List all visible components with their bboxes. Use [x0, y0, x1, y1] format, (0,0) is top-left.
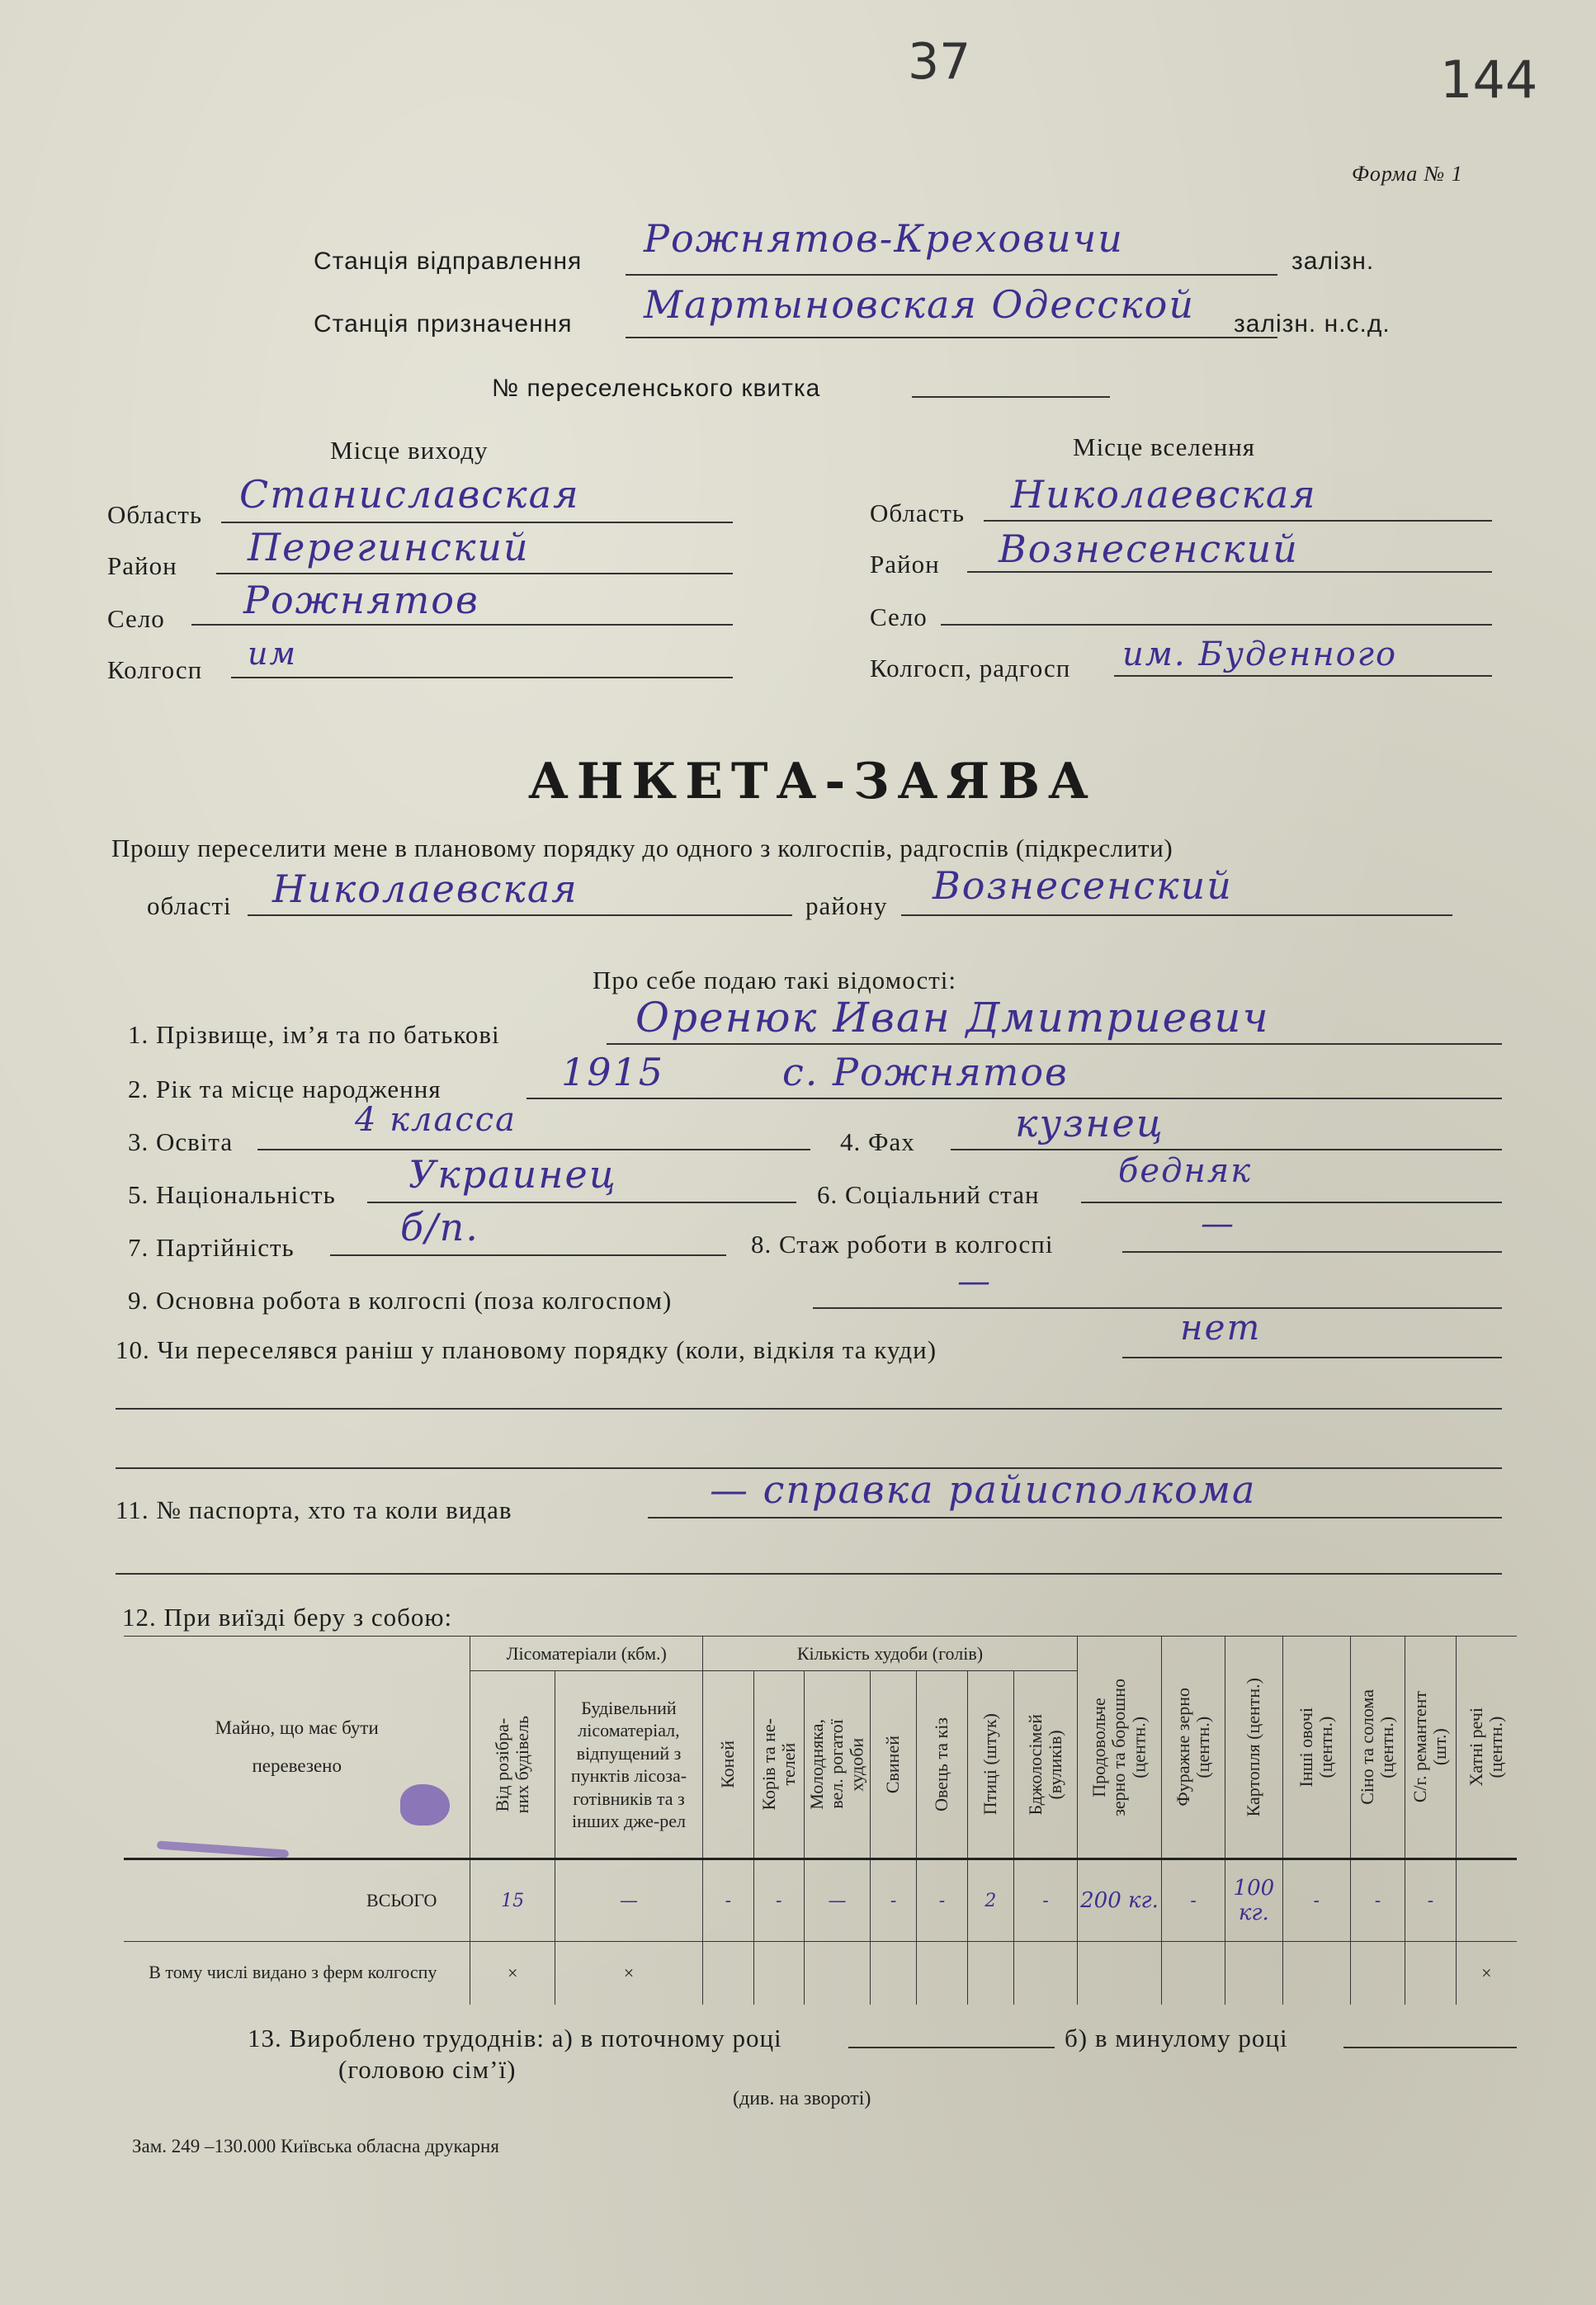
field-13-label: 13. Вироблено трудоднів: а) в поточному році [248, 2024, 782, 2052]
field-10-value: нет [1180, 1307, 1262, 1348]
col-fodder-label: Фуражне зерно (центн.) [1172, 1688, 1214, 1807]
field-4-value: кузнец [1015, 1101, 1164, 1145]
origin-oblast-label: Область [107, 500, 203, 529]
origin-raion-value: Перегинский [248, 525, 530, 569]
farm-cell [1014, 1942, 1078, 2005]
origin-kolhosp-value: им [248, 635, 297, 672]
field-3-label: 3. Освіта [128, 1127, 234, 1156]
farm-cell [917, 1942, 967, 2005]
form-label: Форма № 1 [1352, 162, 1463, 186]
request-oblast-value: Николаевская [272, 867, 578, 911]
col-equipment [1405, 1637, 1456, 1859]
destination-value: Мартыновская Одесской [644, 282, 1195, 327]
field-6-label: 6. Соціальний стан [817, 1180, 1040, 1209]
total-cell: 2 [967, 1859, 1013, 1942]
field-11-label: 11. № паспорта, хто та коли видав [116, 1495, 512, 1524]
farm-cell: × [470, 1942, 555, 2005]
field-2-label: 2. Рік та місце народження [128, 1075, 441, 1103]
total-cell: — [805, 1859, 871, 1942]
request-oblast-label: області [147, 891, 232, 920]
origin-header: Місце виходу [330, 436, 489, 465]
field-2-place: с. Рожнятов [782, 1050, 1069, 1094]
field-11-value: — справка райисполкома [710, 1467, 1257, 1512]
farm-cell [1405, 1942, 1456, 2005]
ticket-label: № переселенського квитка [492, 375, 821, 402]
col-fodder [1162, 1637, 1225, 1859]
dest-oblast-value: Николаевская [1011, 472, 1317, 517]
request-raion-value: Вознесенский [933, 863, 1233, 908]
total-cell: - [917, 1859, 967, 1942]
row-farm-label: В тому числі видано з ферм колгоспу [124, 1942, 470, 2005]
row-total-label: ВСЬОГО [124, 1859, 470, 1942]
col-cows-label: Корів та не- телей [758, 1718, 799, 1811]
field-3-value: 4 класса [355, 1101, 517, 1139]
col-equipment-label: С/г. ремантент (шт.) [1409, 1691, 1451, 1803]
col-horses-label: Коней [717, 1741, 739, 1788]
field-1-value: Оренюк Иван Дмитриевич [635, 994, 1270, 1042]
request-text: Прошу переселити мене в плановому порядку до одного з колгоспів, радгоспів (підкреслити) [111, 834, 1173, 862]
col-bees-label: Бджолосімей (вуликів) [1024, 1713, 1065, 1816]
farm-cell [967, 1942, 1013, 2005]
total-cell [1456, 1859, 1517, 1942]
col-potato [1225, 1637, 1283, 1859]
col-household-label: Хатні речі (центн.) [1466, 1707, 1507, 1787]
col-vegetables-label: Інші овочі (центн.) [1295, 1707, 1337, 1788]
col-dismantled-label: Від розібра- них будівель [491, 1715, 533, 1814]
dest-selo-label: Село [870, 602, 928, 631]
field-9-label: 9. Основна робота в колгоспі (поза колгоспом) [128, 1286, 673, 1315]
total-cell: - [1405, 1859, 1456, 1942]
total-cell: - [753, 1859, 804, 1942]
field-10-label: 10. Чи переселявся раніш у плановому порядку (коли, відкіля та куди) [116, 1335, 937, 1364]
farm-cell [870, 1942, 916, 2005]
dest-oblast-label: Область [870, 498, 966, 527]
col-cows [753, 1671, 804, 1859]
col-young-cattle [805, 1671, 871, 1859]
col-horses [703, 1671, 753, 1859]
row-total [124, 1859, 1517, 1942]
col-sheep [917, 1671, 967, 1859]
dest-raion-label: Район [870, 550, 940, 579]
origin-raion-label: Район [107, 551, 177, 580]
total-cell: - [703, 1859, 753, 1942]
field-13-sub: (головою сім’ї) [338, 2055, 517, 2084]
see-back-note: (див. на звороті) [733, 2088, 871, 2109]
total-cell: 100 кг. [1225, 1859, 1283, 1942]
ink-blot [400, 1784, 450, 1826]
dest-header: Місце вселення [1073, 432, 1256, 461]
field-1-label: 1. Прізвище, ім’я та по батькові [128, 1020, 500, 1049]
col-sheep-label: Овець та кіз [931, 1717, 952, 1811]
about-intro: Про себе подаю такі відомості: [593, 966, 957, 994]
total-cell: - [1282, 1859, 1350, 1942]
farm-cell [1225, 1942, 1283, 2005]
col-household [1456, 1637, 1517, 1859]
field-8-label: 8. Стаж роботи в колгоспі [751, 1230, 1054, 1259]
archive-number: 144 [1440, 50, 1538, 110]
farm-cell: × [555, 1942, 702, 2005]
field-7-value: б/п. [400, 1205, 479, 1249]
farm-cell: × [1456, 1942, 1517, 2005]
destination-suffix: залізн. н.с.д. [1234, 310, 1391, 338]
total-cell: 15 [470, 1859, 555, 1942]
col-poultry-label: Птиці (штук) [980, 1713, 1001, 1816]
col-food-grain [1077, 1637, 1161, 1859]
col-potato-label: Картопля (центн.) [1243, 1677, 1264, 1817]
departure-suffix: залізн. [1291, 248, 1375, 275]
col-hay-label: Сіно та солома (центн.) [1357, 1689, 1398, 1805]
col-dismantled [470, 1671, 555, 1859]
total-cell: — [555, 1859, 702, 1942]
col-property-header [124, 1637, 470, 1859]
col-pigs-label: Свиней [882, 1735, 904, 1794]
field-8-value: — [1201, 1205, 1235, 1243]
field-2-year: 1915 [561, 1050, 665, 1094]
row-farm [124, 1942, 1517, 2005]
field-4-label: 4. Фах [840, 1127, 915, 1156]
farm-cell [1077, 1942, 1161, 2005]
field-9-value: — [957, 1263, 992, 1301]
total-cell: - [1162, 1859, 1225, 1942]
col-property-label: Майно, що має бути перевезено [215, 1717, 379, 1776]
origin-selo-label: Село [107, 604, 165, 633]
col-bees [1014, 1671, 1078, 1859]
printer-note: Зам. 249 –130.000 Київська обласна друкарня [132, 2136, 499, 2156]
col-building-timber [555, 1671, 702, 1859]
group-cattle-header: Кількість худоби (голів) [703, 1637, 1078, 1671]
request-raion-label: району [805, 891, 888, 920]
group-timber-header: Лісоматеріали (кбм.) [470, 1637, 703, 1671]
farm-cell [1162, 1942, 1225, 2005]
field-5-label: 5. Національність [128, 1180, 336, 1209]
origin-selo-value: Рожнятов [243, 578, 479, 622]
dest-kolhosp-label: Колгосп, радгосп [870, 654, 1071, 683]
departure-value: Рожнятов-Креховичи [644, 216, 1124, 261]
form-title: АНКЕТА-ЗАЯВА [528, 753, 1097, 810]
dest-kolhosp-value: им. Буденного [1122, 635, 1398, 673]
col-poultry [967, 1671, 1013, 1859]
farm-cell [703, 1942, 753, 2005]
farm-cell [753, 1942, 804, 2005]
farm-cell [1350, 1942, 1405, 2005]
total-cell: - [1014, 1859, 1078, 1942]
farm-cell [805, 1942, 871, 2005]
dest-raion-value: Вознесенский [999, 527, 1299, 571]
field-12-label: 12. При виїзді беру з собою: [122, 1603, 453, 1632]
field-6-value: бедняк [1118, 1152, 1253, 1190]
departure-label: Станція відправлення [314, 248, 583, 275]
col-building-timber-label: Будівельний лісоматеріал, відпущений з пунктів лісоза-готівників та з інших дже-рел [570, 1697, 687, 1831]
field-13-label-b: б) в минулому році [1065, 2024, 1288, 2052]
col-young-cattle-label: Молодняка, вел. рогатої худоби [806, 1719, 867, 1810]
field-7-label: 7. Партійність [128, 1233, 295, 1262]
destination-label: Станція призначення [314, 310, 573, 338]
belongings-table [124, 1636, 1517, 2005]
total-cell: - [870, 1859, 916, 1942]
total-cell: - [1350, 1859, 1405, 1942]
col-food-grain-label: Продовольче зерно та борошно (центн.) [1088, 1678, 1150, 1816]
col-pigs [870, 1671, 916, 1859]
total-cell: 200 кг. [1077, 1859, 1161, 1942]
origin-oblast-value: Станиславская [239, 472, 580, 517]
sheet-number: 37 [908, 33, 971, 91]
col-hay [1350, 1637, 1405, 1859]
farm-cell [1282, 1942, 1350, 2005]
field-5-value: Украинец [408, 1152, 617, 1197]
origin-kolhosp-label: Колгосп [107, 655, 203, 684]
col-vegetables [1282, 1637, 1350, 1859]
